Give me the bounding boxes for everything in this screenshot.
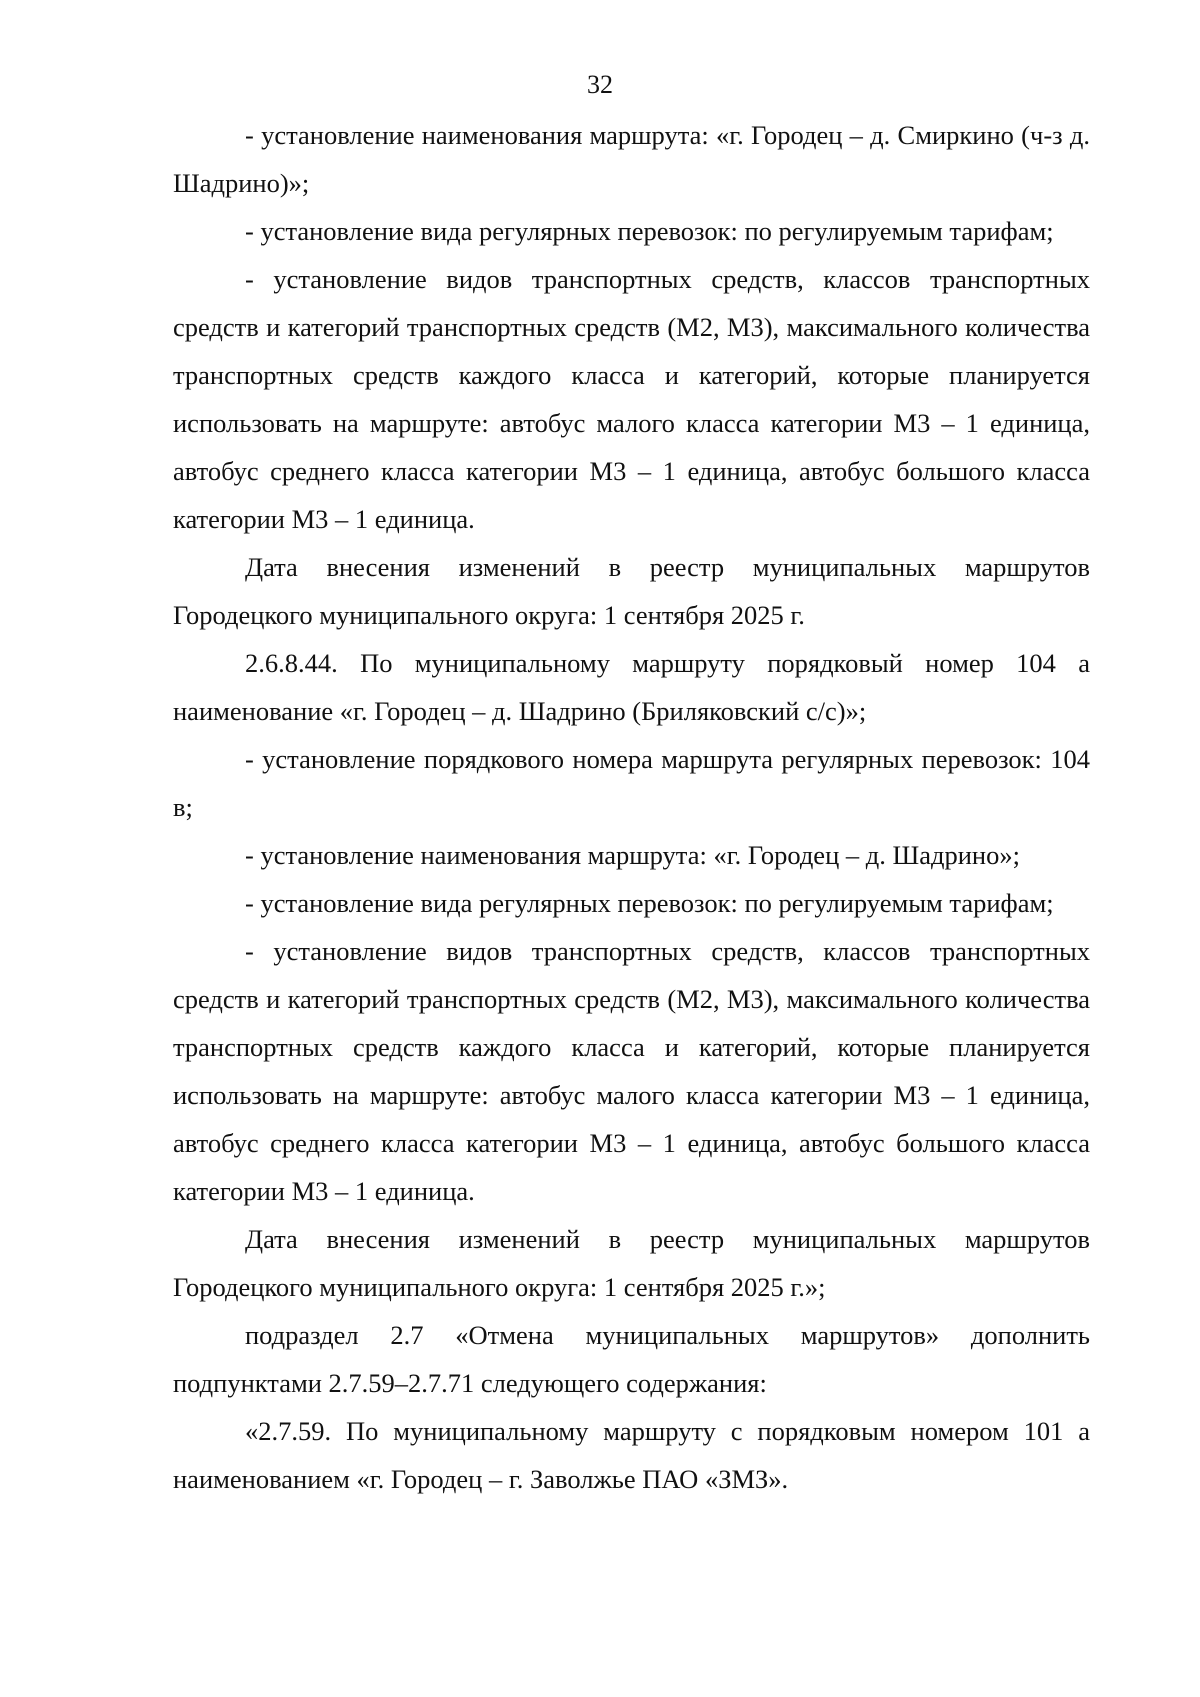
paragraph: Дата внесения изменений в реестр муниципальных маршрутов Городецкого муниципального округа: 1 сентября 2025 г.»; <box>173 1224 1090 1302</box>
paragraph: - установление вида регулярных перевозок: по регулируемым тарифам; <box>245 216 1054 246</box>
page-number: 32 <box>587 70 613 99</box>
paragraph: - установление вида регулярных перевозок: по регулируемым тарифам; <box>245 888 1054 918</box>
paragraph: 2.6.8.44. По муниципальному маршруту порядковый номер 104 а наименование «г. Городец – д. Шадрино (Бриляковский с/с)»; <box>173 648 1090 726</box>
paragraph: - установление наименования маршрута: «г. Городец – д. Шадрино»; <box>245 840 1020 870</box>
document-body <box>173 111 1090 1503</box>
paragraph: - установление наименования маршрута: «г. Городец – д. Смиркино (ч-з д. Шадрино)»; <box>173 120 1090 198</box>
paragraph: Дата внесения изменений в реестр муниципальных маршрутов Городецкого муниципального округа: 1 сентября 2025 г. <box>173 552 1090 630</box>
paragraph: - установление видов транспортных средств, классов транспортных средств и категорий транспортных средств (М2, М3), максимального количества транспортных средств каждого класса и категорий, которые планируется использовать на маршруте: автобус малого класса категории М3 – 1 единица, автобус среднего класса категории М3 – 1 единица, автобус большого класса категории М3 – 1 единица. <box>173 264 1090 534</box>
paragraph: - установление видов транспортных средств, классов транспортных средств и категорий транспортных средств (М2, М3), максимального количества транспортных средств каждого класса и категорий, которые планируется использовать на маршруте: автобус малого класса категории М3 – 1 единица, автобус среднего класса категории М3 – 1 единица, автобус большого класса категории М3 – 1 единица. <box>173 936 1090 1206</box>
paragraph: «2.7.59. По муниципальному маршруту с порядковым номером 101 а наименованием «г. Городец – г. Заволжье ПАО «ЗМЗ». <box>173 1416 1090 1494</box>
paragraph: - установление порядкового номера маршрута регулярных перевозок: 104 в; <box>173 744 1090 822</box>
paragraph: подраздел 2.7 «Отмена муниципальных маршрутов» дополнить подпунктами 2.7.59–2.7.71 следующего содержания: <box>173 1320 1090 1398</box>
